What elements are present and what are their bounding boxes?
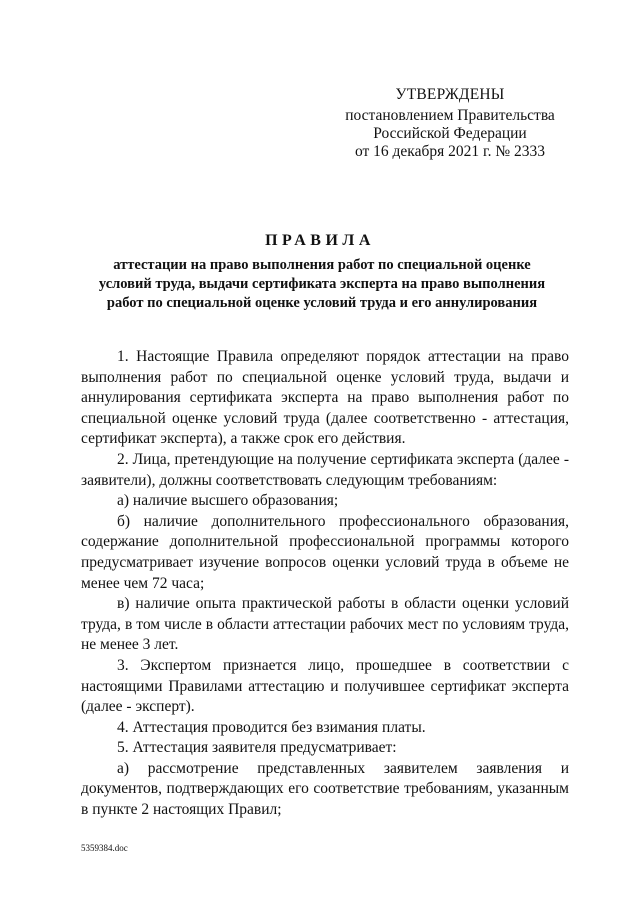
approval-block	[300, 86, 600, 161]
paragraph-2: 2. Лица, претендующие на получение сертификата эксперта (далее - заявители), должны соответствовать следующим требованиям:	[81, 450, 569, 489]
subtitle-line-1: аттестации на право выполнения работ по специальной оценке	[113, 257, 531, 273]
paragraph-1: 1. Настоящие Правила определяют порядок аттестации на право выполнения работ по специальной оценке условий труда, выдачи и аннулирования сертификата эксперта на право выполнения работ по специальной оценке условий труда (далее соответственно - аттестация, сертификат эксперта), а также срок его действия.	[81, 348, 569, 448]
paragraph-5: 5. Аттестация заявителя предусматривает:	[117, 739, 397, 757]
paragraph-4: 4. Аттестация проводится без взимания платы.	[117, 718, 426, 736]
document-title: ПРАВИЛА	[265, 232, 375, 249]
paragraph-2c: в) наличие опыта практической работы в области оценки условий труда, в том числе в области аттестации рабочих мест по условиям труда, не менее 3 лет.	[81, 595, 569, 654]
paragraph-3: 3. Экспертом признается лицо, прошедшее в соответствии с настоящими Правилами аттестацию и получившее сертификат эксперта (далее - эксперт).	[81, 656, 569, 716]
approval-heading: УТВЕРЖДЕНЫ	[395, 86, 505, 103]
paragraph-5a: а) рассмотрение представленных заявителем заявления и документов, подтверждающих его соответствие требованиям, указанным в пункте 2 настоящих Правил;	[81, 759, 569, 819]
paragraph-2a: а) наличие высшего образования;	[117, 492, 339, 510]
subtitle-line-3: работ по специальной оценке условий труда и его аннулирования	[106, 295, 538, 311]
approval-line-1: постановлением Правительства	[345, 107, 555, 124]
document-subtitle	[80, 256, 564, 313]
document-body	[81, 347, 569, 821]
file-name-footer: 5359384.doc	[81, 843, 128, 853]
subtitle-line-2: условий труда, выдачи сертификата эксперта на право выполнения	[98, 276, 546, 292]
paragraph-2b: б) наличие дополнительного профессионального образования, содержание дополнительной профессиональной программы которого предусматривает изучение вопросов оценки условий труда в объеме не менее чем 72 часа;	[81, 512, 569, 592]
approval-line-3: от 16 декабря 2021 г. № 2333	[354, 143, 546, 160]
approval-line-2: Российской Федерации	[373, 125, 527, 142]
